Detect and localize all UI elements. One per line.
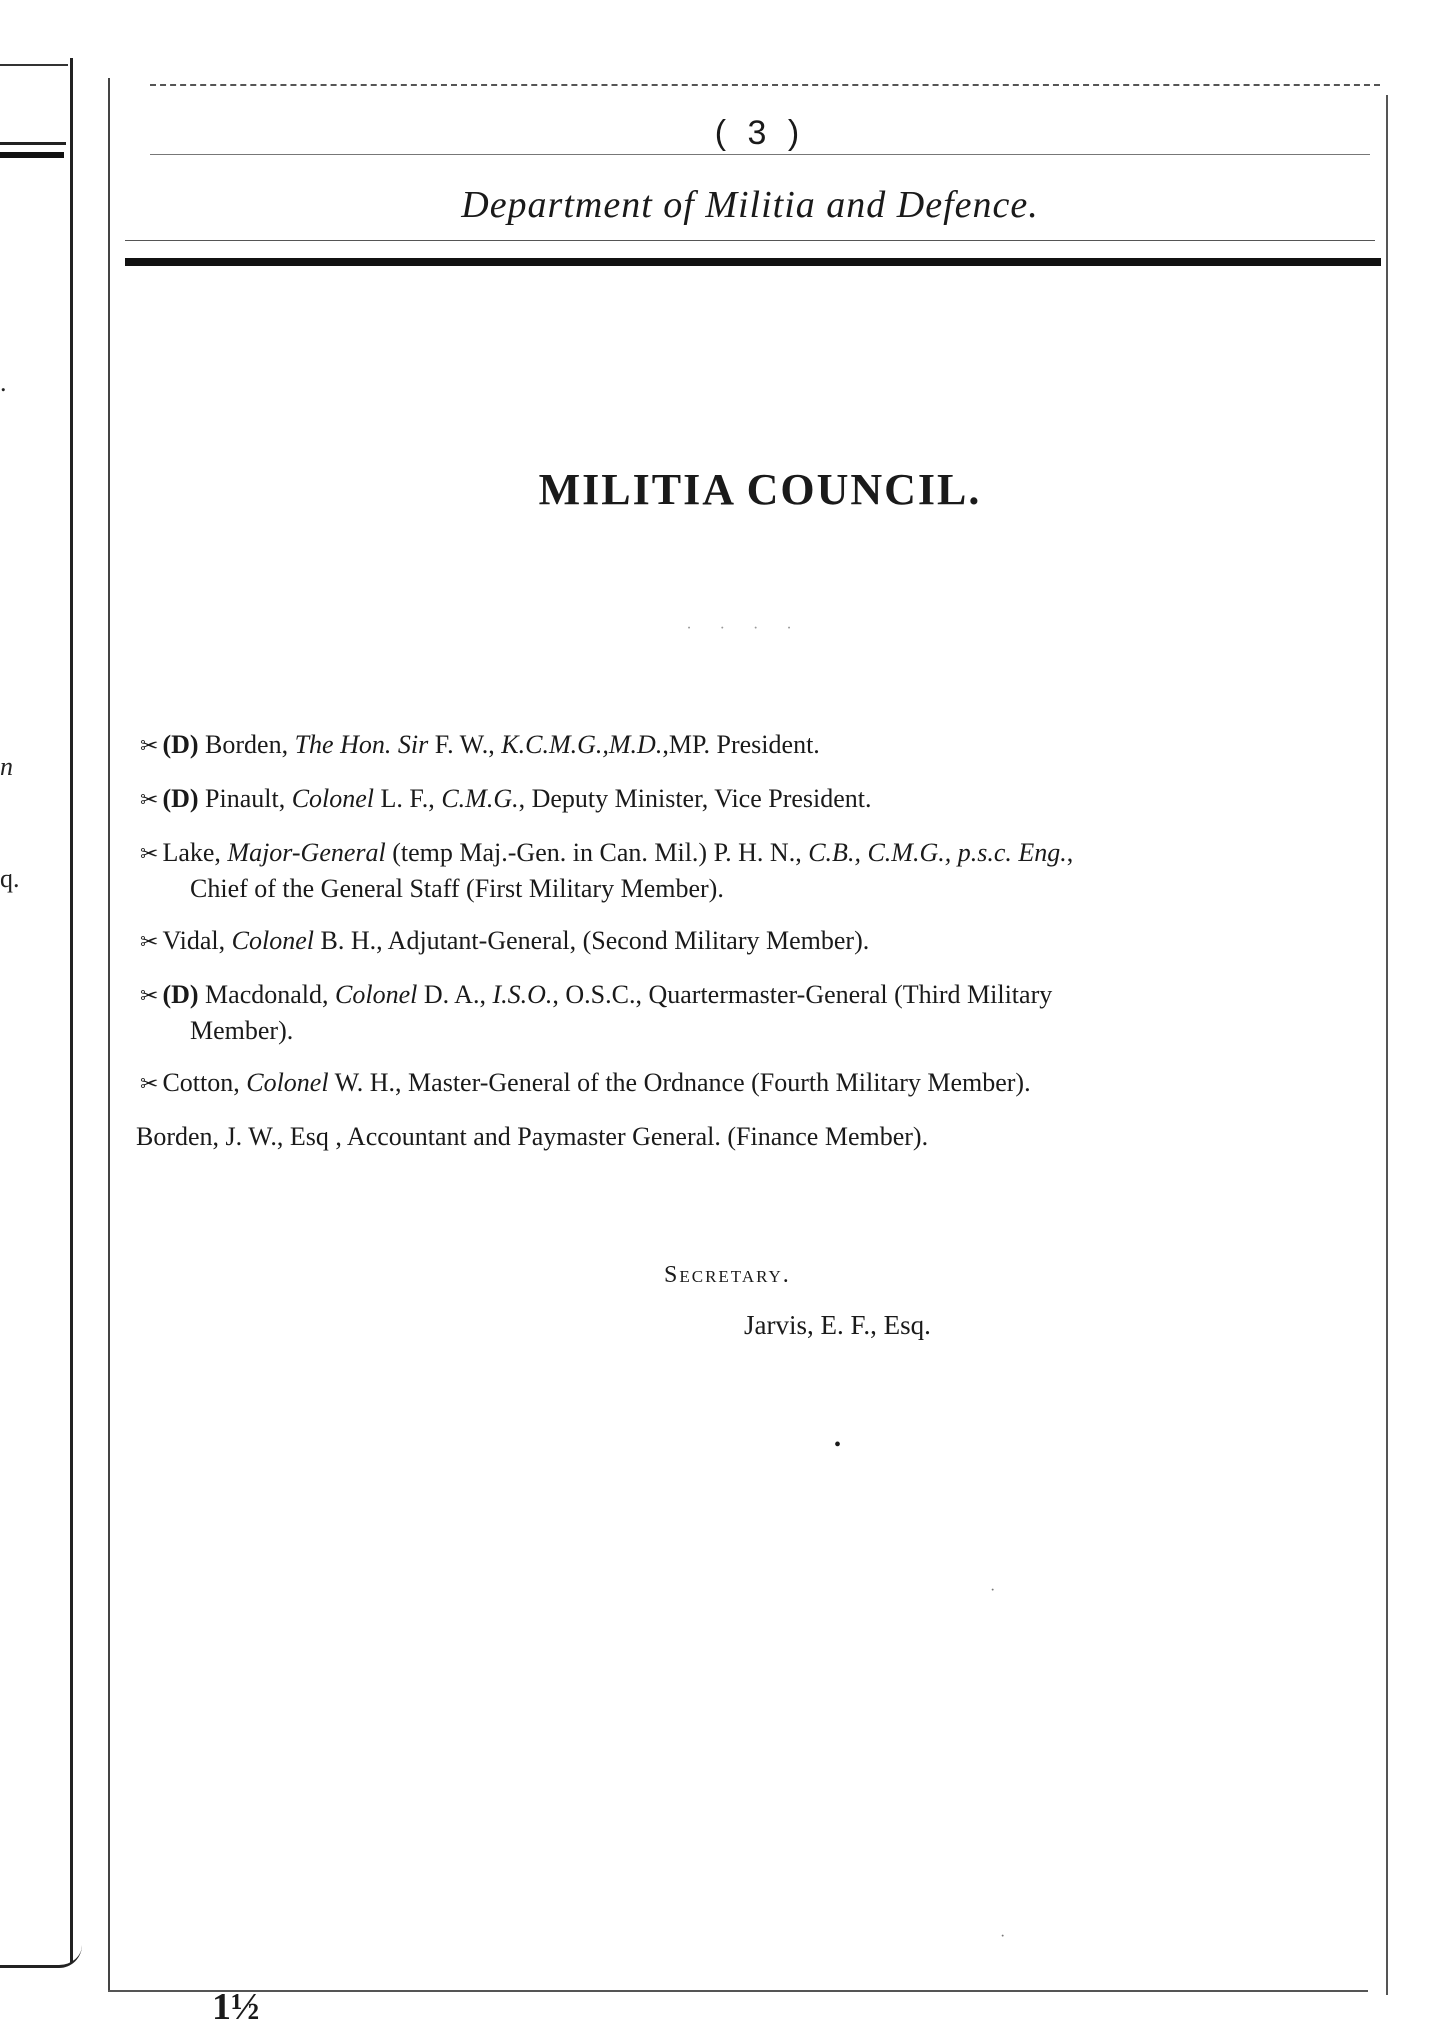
member-role: Master-General of the Ordnance (Fourth Military Member). <box>408 1068 1031 1097</box>
member-title: Colonel <box>246 1068 329 1097</box>
left-page-thick-rule <box>0 152 64 158</box>
member-title: Major-General <box>227 838 386 867</box>
signature-mark: 1½ <box>212 1986 260 2028</box>
page-border-right <box>1386 95 1388 1995</box>
council-member <box>136 1120 1380 1154</box>
left-page-fragment: q. <box>0 864 20 893</box>
member-role: ,MP. President. <box>662 730 820 759</box>
scan-speck: · <box>990 1582 996 1599</box>
council-member <box>140 978 1380 1048</box>
member-surname: Borden, <box>136 1122 226 1151</box>
member-surname: Lake, <box>162 838 228 867</box>
page-border-bottom <box>108 1990 1368 1992</box>
council-member <box>140 728 1380 764</box>
header-rule-lower <box>125 240 1375 241</box>
member-surname: Macdonald, <box>205 980 335 1009</box>
member-name: B. H., <box>313 926 388 955</box>
council-member <box>140 836 1380 906</box>
member-role: Adjutant-General, (Second Military Member). <box>387 926 870 955</box>
member-surname: Cotton, <box>162 1068 247 1097</box>
member-name: W. H., <box>328 1068 409 1097</box>
department-title: Department of Militia and Defence. <box>461 184 1039 226</box>
scissors-icon: ✂ <box>140 930 159 955</box>
member-prefix: (D) <box>162 730 206 759</box>
left-page-fragment: . <box>0 368 7 397</box>
member-name: L. F., <box>374 784 442 813</box>
council-member <box>140 924 1380 960</box>
member-title: The Hon. Sir <box>294 730 429 759</box>
member-continuation: Chief of the General Staff (First Military Member). <box>190 874 724 903</box>
decorative-specks: · · · · <box>686 620 804 637</box>
member-title: Colonel <box>291 784 375 813</box>
member-name: J. W., Esq , <box>225 1122 347 1151</box>
member-name: (temp Maj.-Gen. in Can. Mil.) P. H. N., <box>385 838 809 867</box>
secretary-heading: Secretary. <box>664 1262 791 1288</box>
member-honours: C.M.G. <box>441 784 519 813</box>
header-dashed-rule <box>150 84 1380 87</box>
member-role: , <box>1066 838 1074 867</box>
member-continuation: Member). <box>190 1016 294 1045</box>
council-title: MILITIA COUNCIL. <box>538 465 982 514</box>
member-role: , O.S.C., Quartermaster-General (Third Military <box>552 980 1053 1009</box>
scissors-icon: ✂ <box>140 788 159 813</box>
council-member <box>140 782 1380 818</box>
left-page-fragment: n <box>0 752 13 781</box>
member-title: Colonel <box>335 980 418 1009</box>
member-surname: Borden, <box>205 730 295 759</box>
scissors-icon: ✂ <box>140 842 159 867</box>
header-rule <box>150 154 1370 155</box>
member-title: Colonel <box>231 926 314 955</box>
page-number: ( 3 ) <box>714 114 806 152</box>
member-name: D. A., <box>417 980 493 1009</box>
scan-speck: · <box>1000 1928 1006 1945</box>
member-honours: K.C.M.G.,M.D. <box>501 730 663 759</box>
left-page-edge <box>70 58 73 1963</box>
header-thick-rule <box>125 258 1381 266</box>
council-member-list <box>136 728 1380 1172</box>
member-role: , Deputy Minister, Vice President. <box>518 784 872 813</box>
member-surname: Vidal, <box>162 926 232 955</box>
member-role: Accountant and Paymaster General. (Finance Member). <box>346 1122 929 1151</box>
page-border-left <box>108 78 110 1990</box>
member-honours: I.S.O. <box>492 980 553 1009</box>
member-prefix: (D) <box>162 980 206 1009</box>
scan-speck: • <box>834 1434 842 1456</box>
member-name: F. W., <box>428 730 502 759</box>
scissors-icon: ✂ <box>140 734 159 759</box>
scissors-icon: ✂ <box>140 1072 159 1097</box>
left-page-rule <box>0 142 66 145</box>
member-honours: C.B., C.M.G., p.s.c. Eng. <box>808 838 1067 867</box>
member-surname: Pinault, <box>205 784 292 813</box>
member-prefix: (D) <box>162 784 206 813</box>
council-member <box>140 1066 1380 1102</box>
left-page-curve <box>0 1945 82 1968</box>
scissors-icon: ✂ <box>140 984 159 1009</box>
left-page-rule-top <box>0 64 68 66</box>
secretary-name: Jarvis, E. F., Esq. <box>744 1310 931 1340</box>
